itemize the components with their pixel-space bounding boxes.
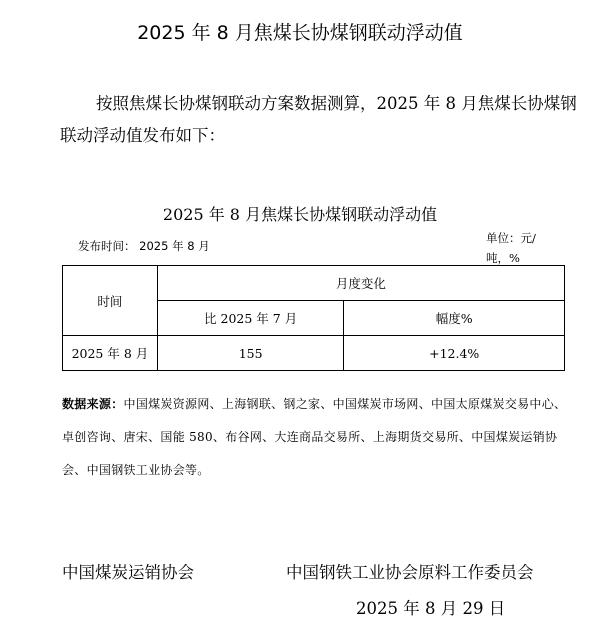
header-monthly-change: 月度变化 — [157, 266, 564, 301]
signature-org-coal: 中国煤炭运销协会 — [62, 563, 194, 582]
table-row — [63, 336, 565, 371]
data-source-label: 数据来源： — [62, 397, 124, 411]
signature-org-steel: 中国钢铁工业协会原料工作委员会 — [286, 563, 534, 582]
data-source — [62, 388, 574, 487]
row-range: +12.4% — [344, 336, 565, 371]
sub-header-range: 幅度% — [344, 301, 565, 336]
publish-time: 发布时间： 2025 年 8 月 — [78, 239, 210, 253]
sub-header-vs: 比 2025 年 7 月 — [157, 301, 344, 336]
row-vs: 155 — [157, 336, 344, 371]
data-source-text: 中国煤炭资源网、上海钢联、钢之家、中国煤炭市场网、中国太原煤炭交易中心、卓创咨询、唐宋、国能 580、布谷网、大连商品交易所、上海期货交易所、中国煤炭运销协会、中国钢铁工业协会等。 — [62, 397, 567, 477]
intro-paragraph: 按照焦煤长协煤钢联动方案数据测算，2025 年 8 月焦煤长协煤钢联动浮动值发布如下： — [60, 94, 577, 145]
row-time: 2025 年 8 月 — [63, 336, 158, 371]
header-time: 时间 — [63, 266, 158, 336]
table-title: 2025 年 8 月焦煤长协煤钢联动浮动值 — [162, 205, 438, 224]
unit-label: 单位：元/吨，% — [486, 231, 536, 265]
signature-date: 2025 年 8 月 29 日 — [356, 599, 506, 618]
page-title: 2025 年 8 月焦煤长协煤钢联动浮动值 — [137, 22, 463, 44]
data-table — [62, 265, 565, 371]
